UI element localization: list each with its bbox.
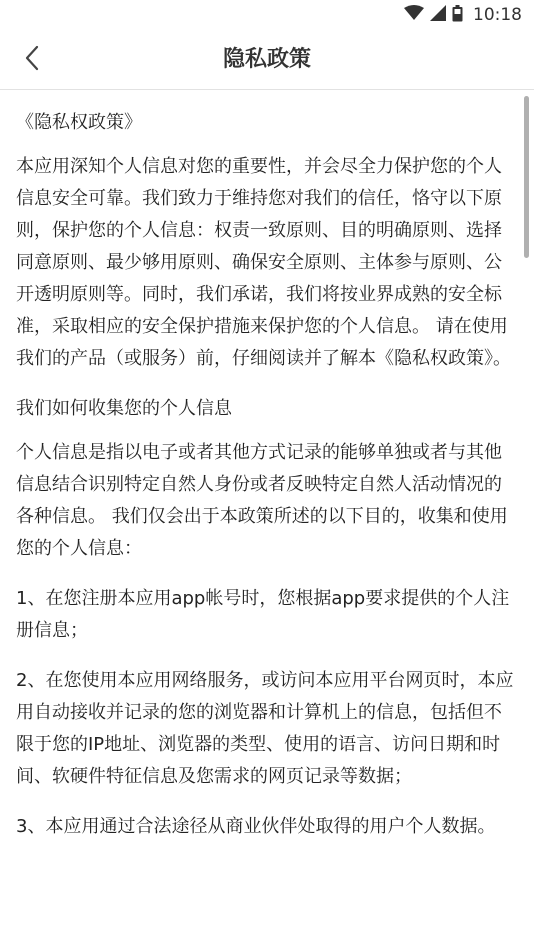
page-title: 隐私政策 [222,47,311,72]
policy-item-3: 3、本应用通过合法途径从商业伙伴处取得的用户个人数据。 [16,816,496,837]
battery-icon [452,5,463,26]
policy-paragraph-definition: 个人信息是指以电子或者其他方式记录的能够单独或者与其他信息结合识别特定自然人身份或者反映特定自然人活动情况的各种信息。 我们仅会出于本政策所述的以下目的，收集和使用您的个人信息： [16,442,508,559]
policy-doc-title: 《隐私权政策》 [16,112,142,133]
wifi-icon [404,5,424,25]
status-bar [0,0,534,30]
policy-content[interactable] [0,91,534,950]
status-time: 10:18 [473,5,522,25]
signal-icon [430,5,446,25]
nav-bar [0,30,534,90]
chevron-left-icon [24,45,40,75]
scrollbar[interactable] [524,96,529,258]
policy-paragraph-intro: 本应用深知个人信息对您的重要性，并会尽全力保护您的个人信息安全可靠。我们致力于维持您对我们的信任，恪守以下原则，保护您的个人信息：权责一致原则、目的明确原则、选择同意原则、最少够用原则、确保安全原则、主体参与原则、公开透明原则等。同时，我们承诺，我们将按业界成熟的安全标准，采取相应的安全保护措施来保护您的个人信息。 请在使用我们的产品（或服务）前，仔细阅读并了解本《隐私权政策》。 [16,156,511,369]
back-button[interactable] [14,42,50,78]
policy-item-2: 2、在您使用本应用网络服务，或访问本应用平台网页时，本应用自动接收并记录的您的浏览器和计算机上的信息，包括但不限于您的IP地址、浏览器的类型、使用的语言、访问日期和时间、软硬件特征信息及您需求的网页记录等数据； [16,670,514,787]
section-heading-collection: 我们如何收集您的个人信息 [16,398,232,419]
policy-item-1: 1、在您注册本应用app帐号时，您根据app要求提供的个人注册信息； [16,588,510,641]
